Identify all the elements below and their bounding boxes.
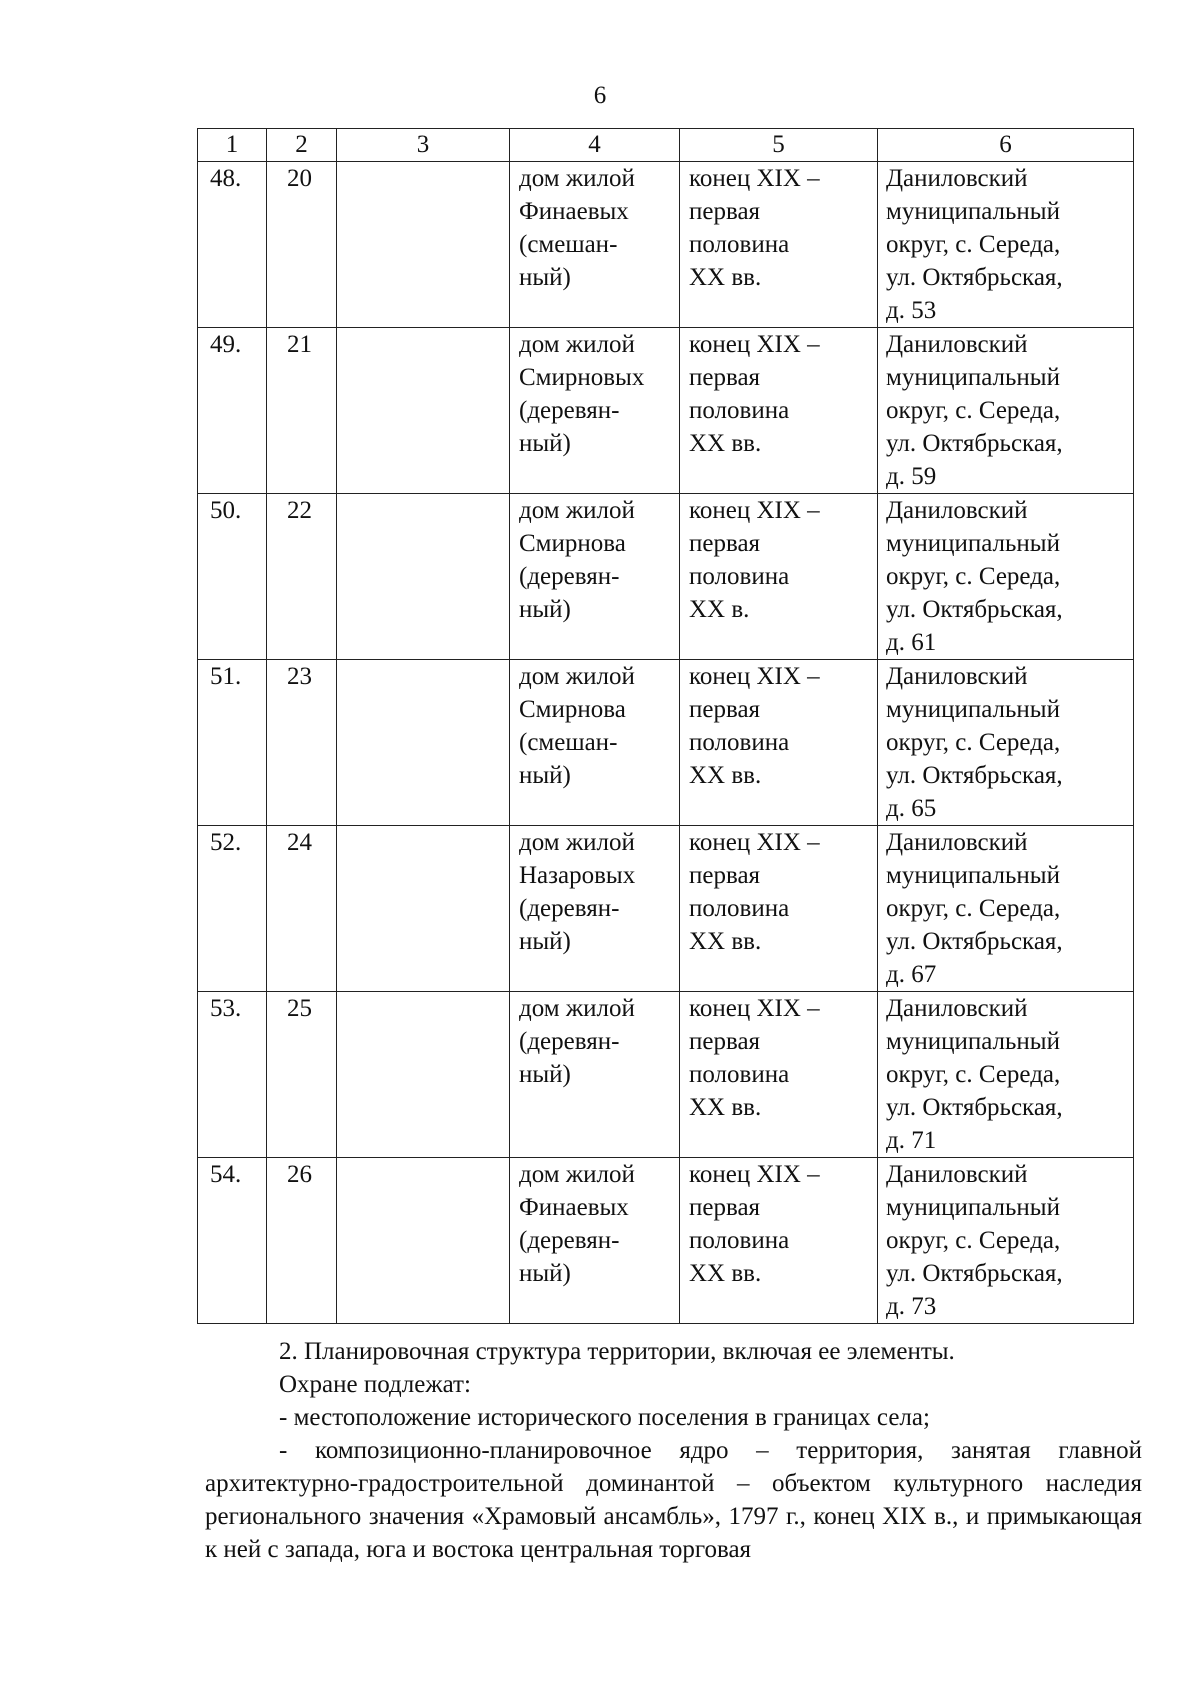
row-name: дом жилой Финаевых (деревян- ный)	[510, 1158, 680, 1324]
row-ref: 21	[267, 328, 337, 494]
header-col-6: 6	[878, 129, 1134, 162]
table-row	[198, 494, 1134, 660]
header-col-2: 2	[267, 129, 337, 162]
row-ref: 26	[267, 1158, 337, 1324]
row-name: дом жилой Смирнова (деревян- ный)	[510, 494, 680, 660]
body-text	[205, 1335, 1142, 1566]
row-number: 49.	[198, 328, 267, 494]
row-number: 54.	[198, 1158, 267, 1324]
row-name: дом жилой (деревян- ный)	[510, 992, 680, 1158]
table-row	[198, 328, 1134, 494]
row-ref: 25	[267, 992, 337, 1158]
row-col3	[337, 494, 510, 660]
row-number: 48.	[198, 162, 267, 328]
row-ref: 24	[267, 826, 337, 992]
row-col3	[337, 660, 510, 826]
row-name: дом жилой Смирнова (смешан- ный)	[510, 660, 680, 826]
row-period: конец XIX – первая половина XX вв.	[680, 992, 878, 1158]
row-col3	[337, 1158, 510, 1324]
row-ref: 22	[267, 494, 337, 660]
row-number: 50.	[198, 494, 267, 660]
list-item-core: - композиционно-планировочное ядро – территория, занятая главной архитектурно-градостроительной доминантой – объектом культурного наследия регионального значения «Храмовый ансамбль», 1797 г., конец XIX в., и примыкающая к ней с запада, юга и востока центральная торговая	[205, 1437, 1142, 1563]
row-number: 51.	[198, 660, 267, 826]
row-name: дом жилой Финаевых (смешан- ный)	[510, 162, 680, 328]
list-item-location: - местоположение исторического поселения в границах села;	[279, 1404, 930, 1431]
monuments-table	[197, 128, 1134, 1324]
row-col3	[337, 992, 510, 1158]
row-address: Даниловский муниципальный округ, с. Середа, ул. Октябрьская, д. 73	[878, 1158, 1134, 1324]
header-col-4: 4	[510, 129, 680, 162]
row-address: Даниловский муниципальный округ, с. Середа, ул. Октябрьская, д. 65	[878, 660, 1134, 826]
row-address: Даниловский муниципальный округ, с. Середа, ул. Октябрьская, д. 53	[878, 162, 1134, 328]
page-number: 6	[593, 82, 607, 109]
row-address: Даниловский муниципальный округ, с. Середа, ул. Октябрьская, д. 59	[878, 328, 1134, 494]
row-period: конец XIX – первая половина XX вв.	[680, 826, 878, 992]
row-col3	[337, 162, 510, 328]
header-col-1: 1	[198, 129, 267, 162]
section-heading-paragraph: 2. Планировочная структура территории, включая ее элементы.	[279, 1338, 955, 1365]
protection-intro-paragraph: Охране подлежат:	[279, 1371, 471, 1398]
row-number: 52.	[198, 826, 267, 992]
row-period: конец XIX – первая половина XX вв.	[680, 162, 878, 328]
row-col3	[337, 328, 510, 494]
row-name: дом жилой Смирновых (деревян- ный)	[510, 328, 680, 494]
row-period: конец XIX – первая половина XX вв.	[680, 328, 878, 494]
table-row	[198, 162, 1134, 328]
table-row	[198, 660, 1134, 826]
row-col3	[337, 826, 510, 992]
row-ref: 20	[267, 162, 337, 328]
row-period: конец XIX – первая половина XX в.	[680, 494, 878, 660]
row-period: конец XIX – первая половина XX вв.	[680, 660, 878, 826]
row-address: Даниловский муниципальный округ, с. Середа, ул. Октябрьская, д. 67	[878, 826, 1134, 992]
header-col-5: 5	[680, 129, 878, 162]
table-row	[198, 992, 1134, 1158]
row-number: 53.	[198, 992, 267, 1158]
table-row	[198, 1158, 1134, 1324]
row-address: Даниловский муниципальный округ, с. Середа, ул. Октябрьская, д. 71	[878, 992, 1134, 1158]
row-name: дом жилой Назаровых (деревян- ный)	[510, 826, 680, 992]
table-row	[198, 826, 1134, 992]
row-ref: 23	[267, 660, 337, 826]
table-header-row	[198, 129, 1134, 162]
header-col-3: 3	[337, 129, 510, 162]
row-address: Даниловский муниципальный округ, с. Середа, ул. Октябрьская, д. 61	[878, 494, 1134, 660]
row-period: конец XIX – первая половина XX вв.	[680, 1158, 878, 1324]
